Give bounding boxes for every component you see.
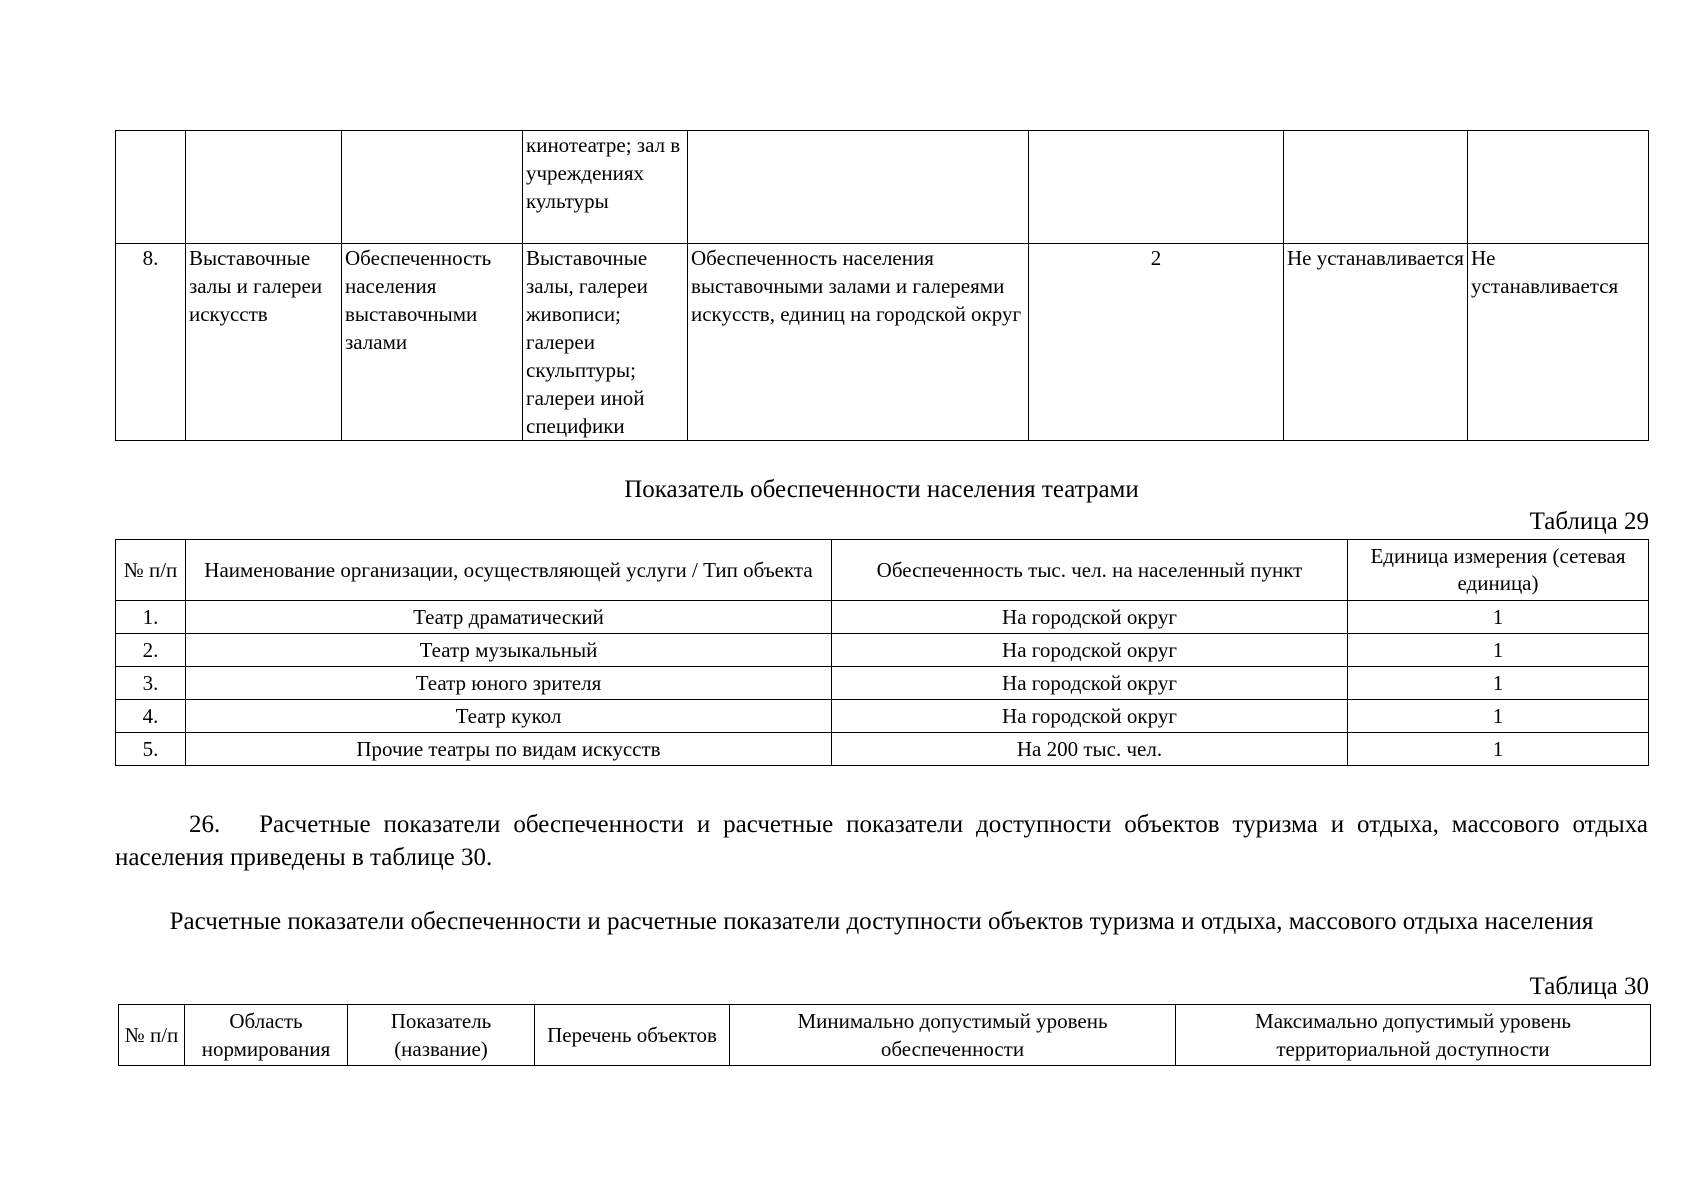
table-cell-num: 4.	[116, 700, 186, 733]
column-header: Наименование организации, осуществляющей услуги / Тип объекта	[186, 540, 832, 601]
table-cell-unit: 1	[1348, 733, 1649, 766]
table-cell-unit: 1	[1348, 700, 1649, 733]
table-cell-name: Выставочные залы и галереи искусств	[186, 244, 342, 441]
table-cell-name: Театр драматический	[186, 601, 832, 634]
table-cell-name: Театр юного зрителя	[186, 667, 832, 700]
table-cell-coverage: На городской округ	[832, 601, 1348, 634]
column-header: Обеспеченность тыс. чел. на населенный пункт	[832, 540, 1348, 601]
table-row	[116, 131, 1649, 244]
column-header: № п/п	[119, 1005, 185, 1066]
table-cell-value: 2	[1029, 244, 1284, 441]
column-header: Минимально допустимый уровень обеспеченности	[730, 1005, 1176, 1066]
table-cell	[688, 131, 1029, 244]
table-cell	[342, 131, 523, 244]
table-cell-min-access: Не устанавливается	[1284, 244, 1468, 441]
table-cell	[1468, 131, 1649, 244]
column-header: Максимально допустимый уровень территориальной доступности	[1176, 1005, 1651, 1066]
table-cell-indicator: Обеспеченность населения выставочными залами	[342, 244, 523, 441]
table-cell-objects: Выставочные залы, галереи живописи; галереи скульптуры; галереи иной специфики	[523, 244, 688, 441]
table-30-label: Таблица 30	[1529, 973, 1649, 1000]
table-cell-num: 2.	[116, 634, 186, 667]
table-cell-coverage: На 200 тыс. чел.	[832, 733, 1348, 766]
theatres-heading: Показатель обеспеченности населения театрами	[624, 476, 1139, 503]
table-cell-name: Прочие театры по видам искусств	[186, 733, 832, 766]
table-row	[116, 601, 1649, 634]
column-header: Перечень объектов	[535, 1005, 730, 1066]
column-header: Показатель (название)	[348, 1005, 535, 1066]
table-cell-num: 8.	[116, 244, 186, 441]
column-header: Единица измерения (сетевая единица)	[1348, 540, 1649, 601]
column-header: Область нормирования	[185, 1005, 348, 1066]
culture-objects-table-continuation	[115, 130, 1649, 441]
tourism-table	[118, 1004, 1651, 1066]
table-cell: кинотеатре; зал в учреждениях культуры	[523, 131, 688, 244]
table-row	[116, 667, 1649, 700]
table-cell-coverage: На городской округ	[832, 700, 1348, 733]
table-cell-unit: 1	[1348, 634, 1649, 667]
table-row	[116, 244, 1649, 441]
table-row	[116, 700, 1649, 733]
table-row	[116, 733, 1649, 766]
table-cell-coverage: На городской округ	[832, 667, 1348, 700]
tourism-heading: Расчетные показатели обеспеченности и расчетные показатели доступности объектов туризма и отдыха, массового отдыха населения	[169, 908, 1594, 935]
table-cell-num: 3.	[116, 667, 186, 700]
table-cell	[1284, 131, 1468, 244]
table-cell-unit: 1	[1348, 667, 1649, 700]
table-cell-name: Театр музыкальный	[186, 634, 832, 667]
table-cell-name: Театр кукол	[186, 700, 832, 733]
table-cell	[186, 131, 342, 244]
table-cell-max-access: Не устанавливается	[1468, 244, 1649, 441]
table-cell-num: 1.	[116, 601, 186, 634]
theatres-table	[115, 539, 1649, 766]
table-header-row	[119, 1005, 1651, 1066]
paragraph-26: 26. Расчетные показатели обеспеченности и расчетные показатели доступности объектов туризма и отдыха, массового отдыха населения приведены в таблице 30.	[115, 811, 1648, 871]
table-row	[116, 634, 1649, 667]
table-cell-num: 5.	[116, 733, 186, 766]
table-cell	[116, 131, 186, 244]
table-cell-unit: 1	[1348, 601, 1649, 634]
table-cell-unit: Обеспеченность населения выставочными залами и галереями искусств, единиц на городской округ	[688, 244, 1029, 441]
column-header: № п/п	[116, 540, 186, 601]
table-29-label: Таблица 29	[1529, 508, 1649, 535]
table-cell-coverage: На городской округ	[832, 634, 1348, 667]
table-cell	[1029, 131, 1284, 244]
table-header-row	[116, 540, 1649, 601]
